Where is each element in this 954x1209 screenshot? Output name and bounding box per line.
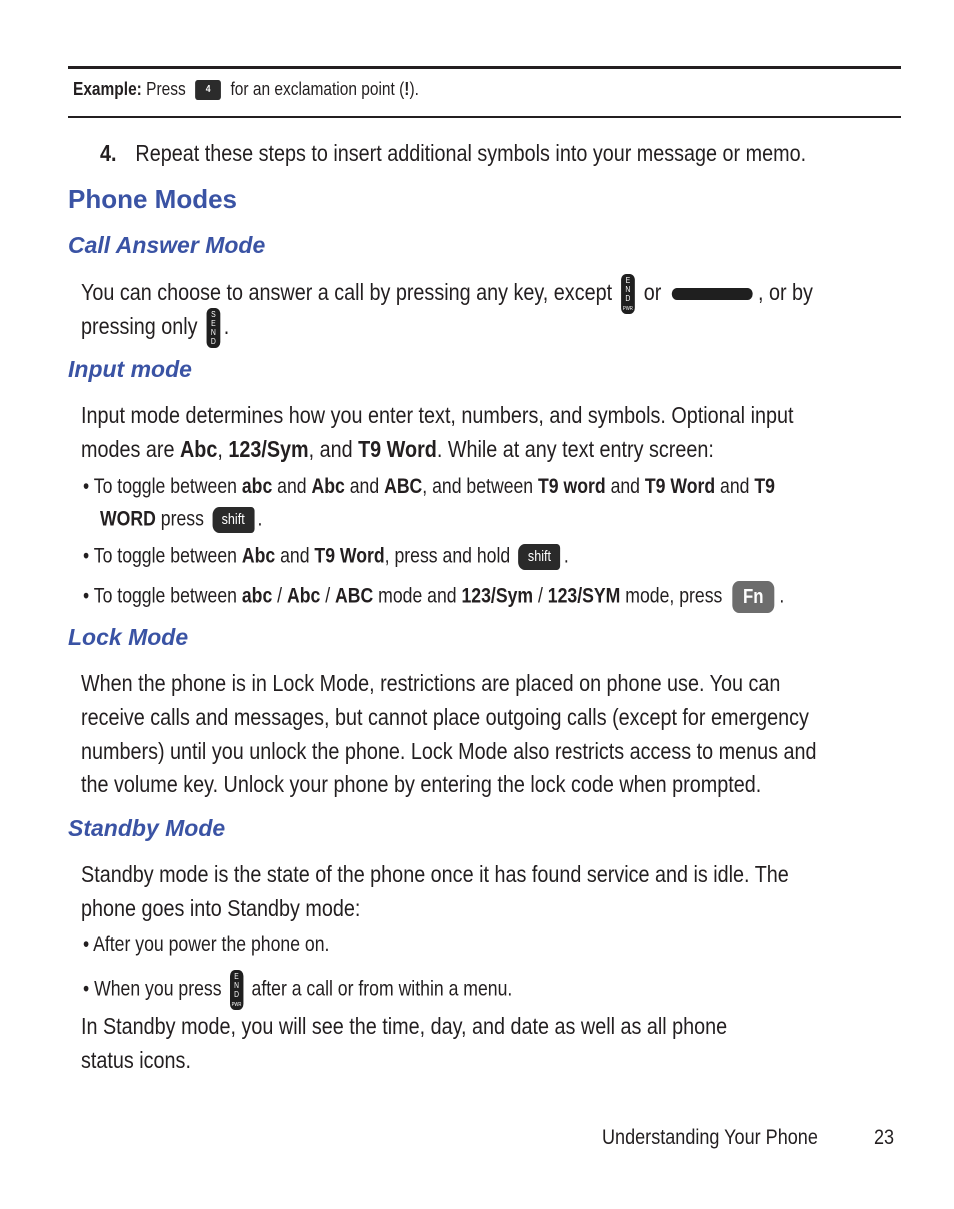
- heading-call-answer-mode: Call Answer Mode: [68, 232, 266, 258]
- step-number: 4.: [100, 140, 117, 166]
- fn-key-icon: Fn: [732, 581, 774, 613]
- lock-mode-line-2: receive calls and messages, but cannot place outgoing calls (except for emergency: [81, 704, 809, 730]
- shift-key-icon: shift: [518, 544, 560, 570]
- key-4-icon: 4: [195, 80, 221, 100]
- long-side-key-icon: [672, 288, 753, 300]
- input-bullet-3: • To toggle between abc / Abc / ABC mode and 123/Sym / 123/SYM mode, press Fn .: [83, 581, 918, 613]
- heading-standby-mode: Standby Mode: [68, 815, 226, 841]
- standby-bullet-1: • After you power the phone on.: [83, 933, 330, 956]
- standby-line-1: Standby mode is the state of the phone once it has found service and is idle. The: [81, 861, 789, 887]
- call-answer-line-1: You can choose to answer a call by pressing any key, except E N D PWR or , or by: [81, 276, 813, 312]
- send-key-icon: S E N D: [206, 308, 220, 348]
- heading-input-mode: Input mode: [68, 356, 192, 382]
- example-bottom-rule: [68, 116, 901, 118]
- section-title: Phone Modes: [68, 184, 238, 214]
- lock-mode-line-3: numbers) until you unlock the phone. Lock Mode also restricts access to menus and: [81, 738, 817, 764]
- lock-mode-line-1: When the phone is in Lock Mode, restrictions are placed on phone use. You can: [81, 670, 781, 696]
- heading-lock-mode: Lock Mode: [68, 624, 189, 650]
- step-4: [100, 140, 921, 167]
- page-number: 23: [874, 1126, 895, 1149]
- footer-chapter: Understanding Your Phone: [602, 1126, 818, 1149]
- example-label: Example:: [73, 79, 142, 99]
- end-key-icon: E N D PWR: [622, 276, 633, 312]
- input-bullet-2: • To toggle between Abc and T9 Word, press and hold shift .: [83, 544, 661, 570]
- call-answer-line-2: pressing only S E N D.: [81, 310, 230, 346]
- lock-mode-line-4: the volume key. Unlock your phone by entering the lock code when prompted.: [81, 771, 762, 797]
- standby-bullet-2: • When you press E N D PWR after a call or from within a menu.: [83, 972, 513, 1008]
- example-note: Example: Press 4 for an exclamation point (!).: [73, 79, 419, 99]
- input-bullet-1-line-2: WORD press shift .: [100, 507, 293, 533]
- example-top-rule: [68, 66, 901, 69]
- shift-key-icon: shift: [212, 507, 254, 533]
- step-text: Repeat these steps to insert additional symbols into your message or memo.: [135, 140, 807, 166]
- input-mode-line-1: Input mode determines how you enter text, numbers, and symbols. Optional input: [81, 402, 794, 428]
- input-mode-line-2: modes are Abc, 123/Sym, and T9 Word. While at any text entry screen:: [81, 436, 714, 462]
- standby-line-2: phone goes into Standby mode:: [81, 895, 361, 921]
- standby-line-3: In Standby mode, you will see the time, day, and date as well as all phone: [81, 1013, 728, 1039]
- input-bullet-1-line-1: • To toggle between abc and Abc and ABC, and between T9 word and T9 Word and T9: [83, 475, 775, 498]
- end-key-icon: E N D PWR: [231, 972, 242, 1008]
- standby-line-4: status icons.: [81, 1047, 191, 1073]
